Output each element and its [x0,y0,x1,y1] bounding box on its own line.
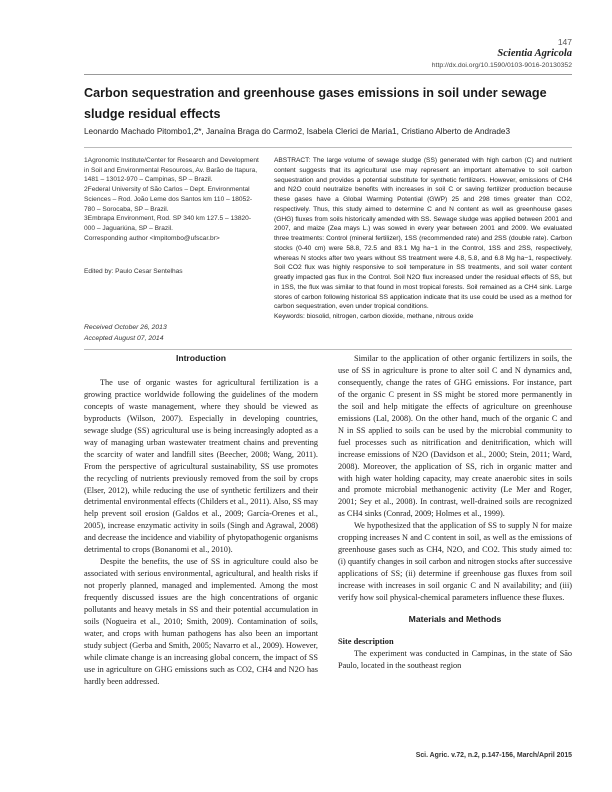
methods-paragraph-1: The experiment was conducted in Campinas, in the state of São Paulo, located in the southeast region [338,648,572,670]
page-number: 147 [557,37,572,47]
affiliation-3: 3Embrapa Environment, Rod. SP 340 km 127.5 – 13820-000 – Jaguariúna, SP – Brazil. [84,215,252,232]
right-column [338,353,572,672]
section-heading-introduction: Introduction [175,353,227,363]
author-list: Leonardo Machado Pitombo1,2*, Janaína Braga do Carmo2, Isabela Clerici de Maria1, Cristiano Alberto de Andrade3 [84,127,511,136]
intro-paragraph-2: Despite the benefits, the use of SS in agriculture could also be associated with serious environmental, agricultural, and health risks if not properly planned, managed and implemented. Among the most frequently discussed issues are the high concentrations of organic pollutants and heavy metals in SS and their potential accumulation in soils (Nogueira et al., 2010; Smith, 2009). Contamination of soils, water, and crops with human pathogens has also been an important study subject (Gerba and Smith, 2005; Navarro et al., 2009). However, while climate change is an increasing global concern, the impact of SS use in agriculture on GHG emissions such as CO2, CH4 and N2O has hardly been addressed. [84,557,318,686]
article-title: Carbon sequestration and greenhouse gases emissions in soil under sewage sludge residual effects [84,86,547,121]
article-dates [84,323,167,344]
corresponding-author[interactable]: Corresponding author <lmpitombo@ufscar.br> [84,234,220,242]
abstract-block [274,156,572,322]
dates-divider [84,349,572,350]
accepted-date: Accepted August 07, 2014 [84,334,164,342]
page-footer: Sci. Agric. v.72, n.2, p.147-156, March/April 2015 [415,752,572,759]
journal-name: Scientia Agricola [497,48,572,59]
abstract-text: ABSTRACT: The large volume of sewage sludge (SS) generated with high carbon (C) and nutrient content suggests that its agricultural use may represent an important alternative to soil carbon sequestration and provides a potential substitute for synthetic fertilizers. However, emissions of CH4 and N2O could neutralize benefits with increases in soil C or saving fertilizer production because these gases have a Global Warming Potential (GWP) 25 and 298 times greater than CO2, respectively. Thus, this study aimed to determine C and N content as well as greenhouse gases (GHG) fluxes from soils historically amended with SS. Sewage sludge was applied between 2001 and 2007, and maize (Zea mays L.) was sowed in every year between 2001 and 2009. We evaluated three treatments: Control (mineral fertilizer), 1SS (recommended rate) and 2SS (double rate). Carbon stocks (0-40 cm) were 58.8, 72.5 and 83.1 Mg ha−1 in the Control, 1SS and 2SS, respectively, whereas N stocks after two years without SS treatment were 4.8, 5.8, and 6.8 Mg ha−1, respectively. Soil CO2 flux was highly responsive to soil temperature in SS treatments, and soil water content greatly impacted gas flux in the Control. Soil N2O flux increased under the residual effects of SS, but in 1SS, the flux was similar to that found in most tropical forests. Soil remained as a CH4 sink. Large stores of carbon following historical SS application indicate that its use could be used as a method for carbon sequestration, even under tropical conditions. [274,157,572,311]
received-date: Received October 26, 2013 [84,324,167,331]
affiliation-2: 2Federal University of São Carlos – Dept. Environmental Sciences – Rod. João Leme dos Santos km 110 – 18052-780 – Sorocaba, SP – Brazil. [84,186,253,213]
authors-divider [84,147,572,148]
affiliations [84,156,262,243]
affiliation-1: 1Agronomic Institute/Center for Research and Development in Soil and Environmental Resources, Av. Barão de Itapura, 1481 – 13012-970 – Campinas, SP – Brazil. [84,157,259,184]
intro-paragraph-3: Similar to the application of other organic fertilizers in soils, the use of SS in agriculture is prone to alter soil C and N dynamics and, consequently, change the rates of GHG emissions. For instance, part of the organic C present in SS might be stored more permanently in the soil and help mitigate the effects of agriculture on greenhouse emissions (Lal, 2008). On the other hand, much of the organic C and N in SS applied to soils can be used by the microbial community to fuel processes such as nitrification and denitrification, which will increase emissions of N2O (Davidson et al., 2000; Stein, 2011; Ward, 2008). Moreover, the application of SS, rich in organic matter and with high water holding capacity, may create anaerobic sites in soils and promote microbial methanogenic activity (Le Mer and Roger, 2001; Sey et al., 2008). In contrast, well-drained soils are recognized as CH4 sinks (Conrad, 2009; Holmes et al., 1999). [338,354,572,519]
subsection-site-description: Site description [338,636,394,646]
intro-paragraph-4: We hypothesized that the application of SS to supply N for maize cropping increases N and C content in soil, as well as the emissions of greenhouse gases such as CH4, N2O, and CO2. This study aimed to: (i) quantify changes in soil carbon and nitrogen stocks after successive applications of SS; (ii) determine if greenhouse gas fluxes from soil increase with increases in soil organic C and N availability; and (iii) verify how soil physical-chemical parameters influence these fluxes. [338,521,572,603]
section-heading-methods: Materials and Methods [408,614,502,625]
header-divider [84,74,572,75]
edited-by: Edited by: Paulo Cesar Sentelhas [84,268,183,275]
left-column [84,353,318,688]
intro-paragraph-1: The use of organic wastes for agricultural fertilization is a growing practice worldwide following the guidelines of the modern concepts of waste management, where they should be viewed as byproducts (Wilson, 2007). Especially in developing countries, sewage sludge (SS) agricultural use is being increasingly adopted as a way of managing urban wastewater treatment chains and preventing the scarcity of water and landfill sites (Beecher, 2008; Wang, 2011). From the perspective of agricultural sustainability, SS use promotes the recycling of nutrients previously removed from the soil by crops (Elser, 2012), while reducing the use of synthetic fertilizers and their detrimental environmental effects (Childers et al., 2011). Also, SS may help prevent soil erosion (Galdos et al., 2009; García-Orenes et al., 2005), increase enzymatic activity in soils (Singh and Agrawal, 2008) and decrease the incidence and viability of phytopathogenic organisms detrimental to crops (Bonanomi et al., 2010). [84,377,318,555]
keywords: Keywords: biosolid, nitrogen, carbon dioxide, methane, nitrous oxide [274,313,474,320]
doi-link[interactable]: http://dx.doi.org/10.1590/0103-9016-20130352 [431,62,572,69]
